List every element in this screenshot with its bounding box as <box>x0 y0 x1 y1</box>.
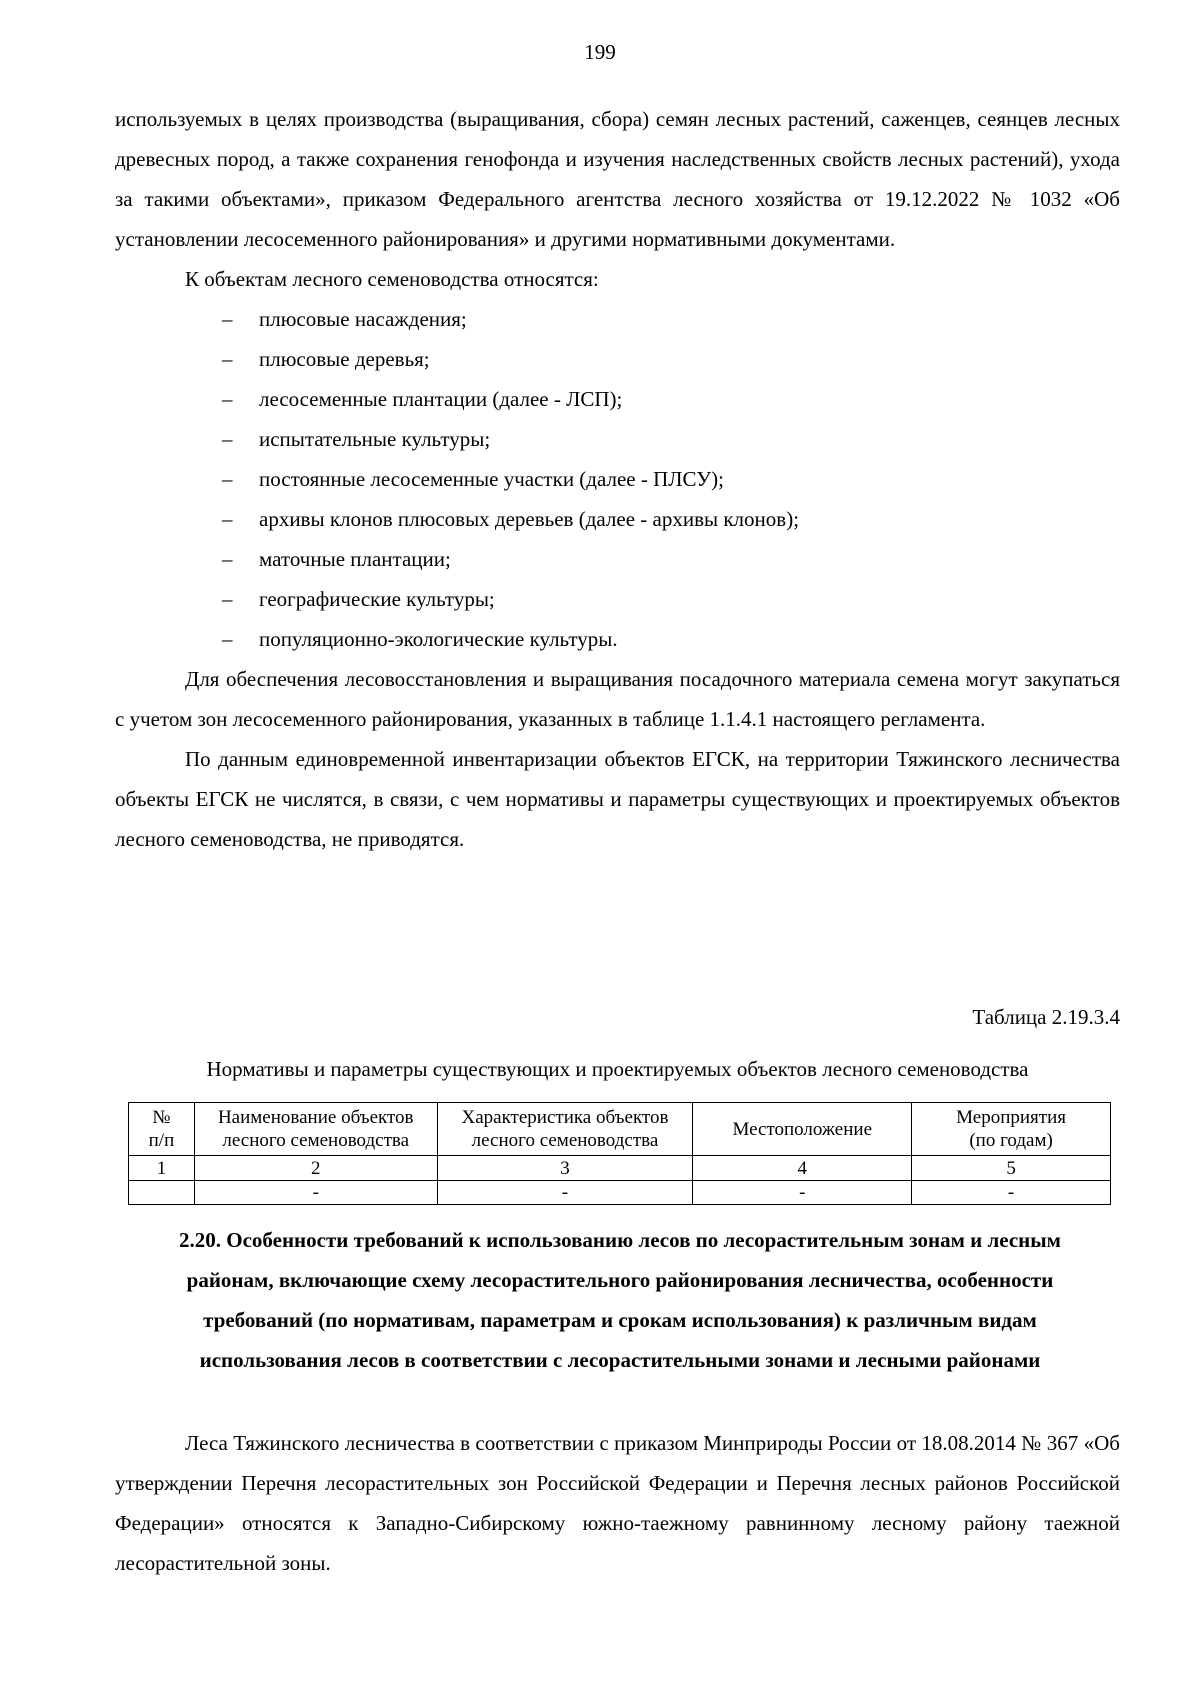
list-item <box>115 539 1120 579</box>
table-header-row <box>129 1103 1111 1156</box>
table-header-cell: Мероприятия (по годам) <box>912 1103 1111 1156</box>
table-cell: 1 <box>129 1156 195 1181</box>
table-row <box>129 1181 1111 1205</box>
table-cell: 2 <box>194 1156 437 1181</box>
list-item-text: плюсовые деревья; <box>259 347 430 371</box>
dash-marker: – <box>222 347 233 371</box>
dash-marker: – <box>222 507 233 531</box>
table-cell: - <box>693 1181 912 1205</box>
intro-paragraph: используемых в целях производства (выращивания, сбора) семян лесных растений, саженцев, сеянцев лесных древесных пород, а также сохранения генофонда и изучения наследственных свойств лесных растений), ухода за такими объектами», приказом Федерального агентства лесного хозяйства от 19.12.2022 № 1032 «Об установлении лесосеменного районирования» и другими нормативными документами. <box>115 107 1120 251</box>
dash-marker: – <box>222 307 233 331</box>
table-header-cell: Характеристика объектов лесного семеноводства <box>437 1103 693 1156</box>
zones-paragraph: Для обеспечения лесовосстановления и выращивания посадочного материала семена могут закупаться с учетом зон лесосеменного районирования, указанных в таблице 1.1.4.1 настоящего регламента. <box>115 667 1120 731</box>
dash-marker: – <box>222 387 233 411</box>
table-cell: 3 <box>437 1156 693 1181</box>
table-cell: 5 <box>912 1156 1111 1181</box>
table-column-numbers-row <box>129 1156 1111 1181</box>
list-item <box>115 499 1120 539</box>
document-body <box>115 99 1120 859</box>
table-cell <box>129 1181 195 1205</box>
table-cell: - <box>437 1181 693 1205</box>
list-item-text: плюсовые насаждения; <box>259 307 467 331</box>
list-intro: К объектам лесного семеноводства относятся: <box>185 267 599 291</box>
dash-marker: – <box>222 467 233 491</box>
list-item-text: географические культуры; <box>259 587 495 611</box>
seed-objects-table <box>128 1102 1111 1205</box>
dash-marker: – <box>222 427 233 451</box>
list-item <box>115 299 1120 339</box>
section-heading: 2.20. Особенности требований к использованию лесов по лесорастительным зонам и лесным районам, включающие схему лесорастительного районирования лесничества, особенности требований (по нормативам, параметрам и срокам использования) к различным видам использования лесов в соответствии с лесорастительными зонами и лесными районами <box>179 1228 1061 1372</box>
table-header-cell: № п/п <box>129 1103 195 1156</box>
table-header-cell: Местоположение <box>693 1103 912 1156</box>
list-item-text: архивы клонов плюсовых деревьев (далее - архивы клонов); <box>259 507 800 531</box>
list-item <box>115 419 1120 459</box>
objects-list <box>115 299 1120 659</box>
list-item-text: испытательные культуры; <box>259 427 491 451</box>
list-item <box>115 339 1120 379</box>
table-cell: - <box>912 1181 1111 1205</box>
list-item-text: лесосеменные плантации (далее - ЛСП); <box>259 387 623 411</box>
list-item-text: постоянные лесосеменные участки (далее - ПЛСУ); <box>259 467 724 491</box>
table-number: Таблица 2.19.3.4 <box>972 1005 1120 1029</box>
closing-paragraph: Леса Тяжинского лесничества в соответствии с приказом Минприроды России от 18.08.2014 № 367 «Об утверждении Перечня лесорастительных зон Российской Федерации и Перечня лесных районов Российской Федерации» относятся к Западно-Сибирскому южно-таежному равнинному лесному району таежной лесорастительной зоны. <box>115 1431 1120 1575</box>
page-number: 199 <box>584 40 616 64</box>
table-header-cell: Наименование объектов лесного семеноводства <box>194 1103 437 1156</box>
list-item <box>115 379 1120 419</box>
list-item-text: популяционно-экологические культуры. <box>259 627 618 651</box>
list-item-text: маточные плантации; <box>259 547 451 571</box>
table-cell: - <box>194 1181 437 1205</box>
table-cell: 4 <box>693 1156 912 1181</box>
dash-marker: – <box>222 547 233 571</box>
dash-marker: – <box>222 627 233 651</box>
list-item <box>115 579 1120 619</box>
table-caption: Нормативы и параметры существующих и проектируемых объектов лесного семеноводства <box>206 1057 1029 1081</box>
list-item <box>115 619 1120 659</box>
dash-marker: – <box>222 587 233 611</box>
inventory-paragraph: По данным единовременной инвентаризации объектов ЕГСК, на территории Тяжинского лесничества объекты ЕГСК не числятся, в связи, с чем нормативы и параметры существующих и проектируемых объектов лесного семеноводства, не приводятся. <box>115 747 1120 851</box>
list-item <box>115 459 1120 499</box>
